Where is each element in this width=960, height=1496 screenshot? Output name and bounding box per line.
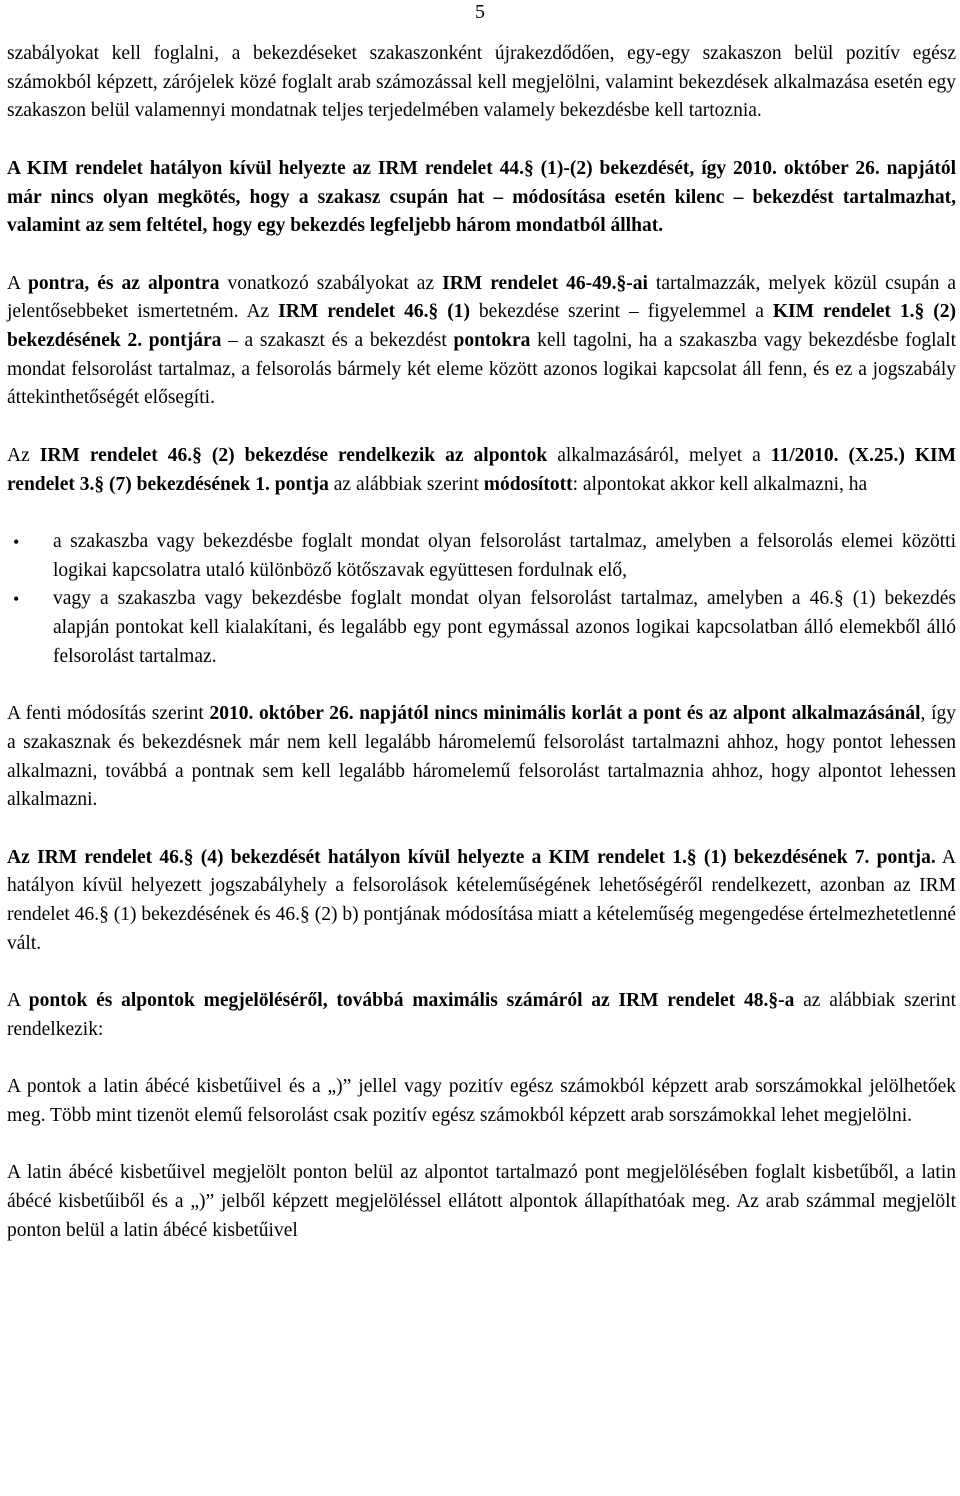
document-body [7,40,956,1274]
page-number: 5 [475,1,485,23]
bold-run: IRM rendelet 46.§ (2) bekezdése rendelkezik az alpontok [39,444,548,466]
list-item [7,585,956,671]
bullet-icon: • [13,589,20,610]
bold-run: pontok és alpontok megjelöléséről, továbbá maximális számáról az IRM rendelet 48.§-a [28,990,795,1012]
bold-run: IRM rendelet 46.§ (1) [278,301,470,323]
bold-run: módosított [483,473,573,495]
bold-run: pontra, és az alpontra [28,272,220,294]
text-run: A [7,990,29,1012]
text-run: – a szakaszt és a bekezdést [221,330,454,351]
bold-run: 11/2010. (X.25.) KIM rendelet 3.§ (7) bekezdésének 1. pontja [7,444,956,495]
list-item-text: vagy a szakaszba vagy bekezdésbe foglalt mondat olyan felsorolást tartalmaz, amelyben a 46.§ (1) bekezdés alapján pontokat kell kialakítani, és legalább egy pont egymással azonos logikai kapcsolatban álló elemekből álló felsorolást tartalmaz. [53,588,956,667]
paragraph-9: A latin ábécé kisbetűivel megjelölt ponton belül az alpontot tartalmazó pont megjelölésében foglalt kisbetűből, a latin ábécé kisbetűiből és a „)” jelből képzett megjelöléssel ellátott alpontok állapíthatóak meg. Az arab számmal megjelölt ponton belül a latin ábécé kisbetűivel [7,1162,956,1241]
text-run: vonatkozó szabályokat az [219,272,443,294]
paragraph-2-bold: A KIM rendelet hatályon kívül helyezte az IRM rendelet 44.§ (1)-(2) bekezdését, így 2010. október 26. napjától már nincs olyan megkötés, hogy a szakasz csupán hat – módosítása esetén kilenc – bekezdést tartalmazhat, valamint az sem feltétel, hogy egy bekezdés legfeljebb három mondatból állhat. [7,157,956,237]
text-run: kell tagolni, ha a szakaszba vagy bekezdésbe foglalt mondat felsorolást tartalmaz, a felsorolás bármely két eleme között azonos logikai kapcsolat áll fenn, és ez a jogszabály áttekinthetőségét elősegíti. [7,330,957,409]
bullet-icon: • [13,531,20,552]
paragraph-4 [7,442,956,499]
text-run: A hatályon kívül helyezett jogszabályhely a felsorolások kételeműségének lehetőségéről rendelkezett, azonban az IRM rendelet 46.§ (1) bekezdésének és 46.§ (2) b) pontjának módosítása miatt a kételeműség megengedése értelmezhetetlenné vált. [7,846,956,954]
paragraph-2 [7,155,956,241]
bold-run: KIM rendelet 1.§ (2) bekezdésének 2. pontjára [7,301,956,351]
text-run: Az [7,444,40,466]
text-run: : alpontokat akkor kell alkalmazni, ha [572,473,868,495]
paragraph-7 [7,987,956,1044]
text-run: , így a szakasznak és bekezdésnek már nem kell legalább háromelemű felsorolást tartalmazni ahhoz, hogy pontot lehessen alkalmazni, továbbá a pontnak sem kell legalább háromelemű felsorolást tartalmaznia ahhoz, hogy alpontot lehessen alkalmazni. [7,703,956,811]
bullet-list [7,528,956,672]
bold-run: IRM rendelet 46-49.§-ai [442,272,648,294]
text-run: A [7,272,29,294]
bold-run: pontokra [453,330,531,351]
spacer [7,499,956,528]
bold-run: Az IRM rendelet 46.§ (4) bekezdését hatályon kívül helyezte a KIM rendelet 1.§ (1) bekezdésének 7. pontja. [7,846,936,868]
text-run: az alábbiak szerint [328,473,484,495]
text-run: alkalmazásáról, melyet a [547,444,771,466]
list-item [7,528,956,585]
paragraph-3 [7,270,956,414]
paragraph-6 [7,844,956,959]
text-run: A fenti módosítás szerint [7,703,210,725]
text-run: bekezdése szerint – figyelemmel a [469,301,773,323]
paragraph-8: A pontok a latin ábécé kisbetűivel és a „)” jellel vagy pozitív egész számokból képzett arab sorszámokkal jelölhetőek meg. Több mint tizenöt elemű felsorolást csak pozitív egész számokból képzett arab sorszámokkal lehet megjelölni. [7,1076,956,1126]
paragraph-5 [7,700,956,815]
text-run: az alábbiak szerint rendelkezik: [7,990,957,1040]
paragraph-1: szabályokat kell foglalni, a bekezdéseket szakaszonként újrakezdődően, egy-egy szakaszon belül pozitív egész számokból képzett, zárójelek közé foglalt arab számozással kell megjelölni, valamint bekezdések alkalmazása esetén egy szakaszon belül valamennyi mondatnak teljes terjedelmében valamely bekezdésbe kell tartoznia. [7,43,956,122]
text-run: tartalmazzák, melyek közül csupán a jelentősebbeket ismertetném. Az [7,272,956,323]
bold-run: 2010. október 26. napjától nincs minimális korlát a pont és az alpont alkalmazásánál [209,703,921,725]
list-item-text: a szakaszba vagy bekezdésbe foglalt mondat olyan felsorolást tartalmaz, amelyben a felsorolás elemei közötti logikai kapcsolatra utaló különböző kötőszavak együttesen fordulnak elő, [53,530,956,581]
